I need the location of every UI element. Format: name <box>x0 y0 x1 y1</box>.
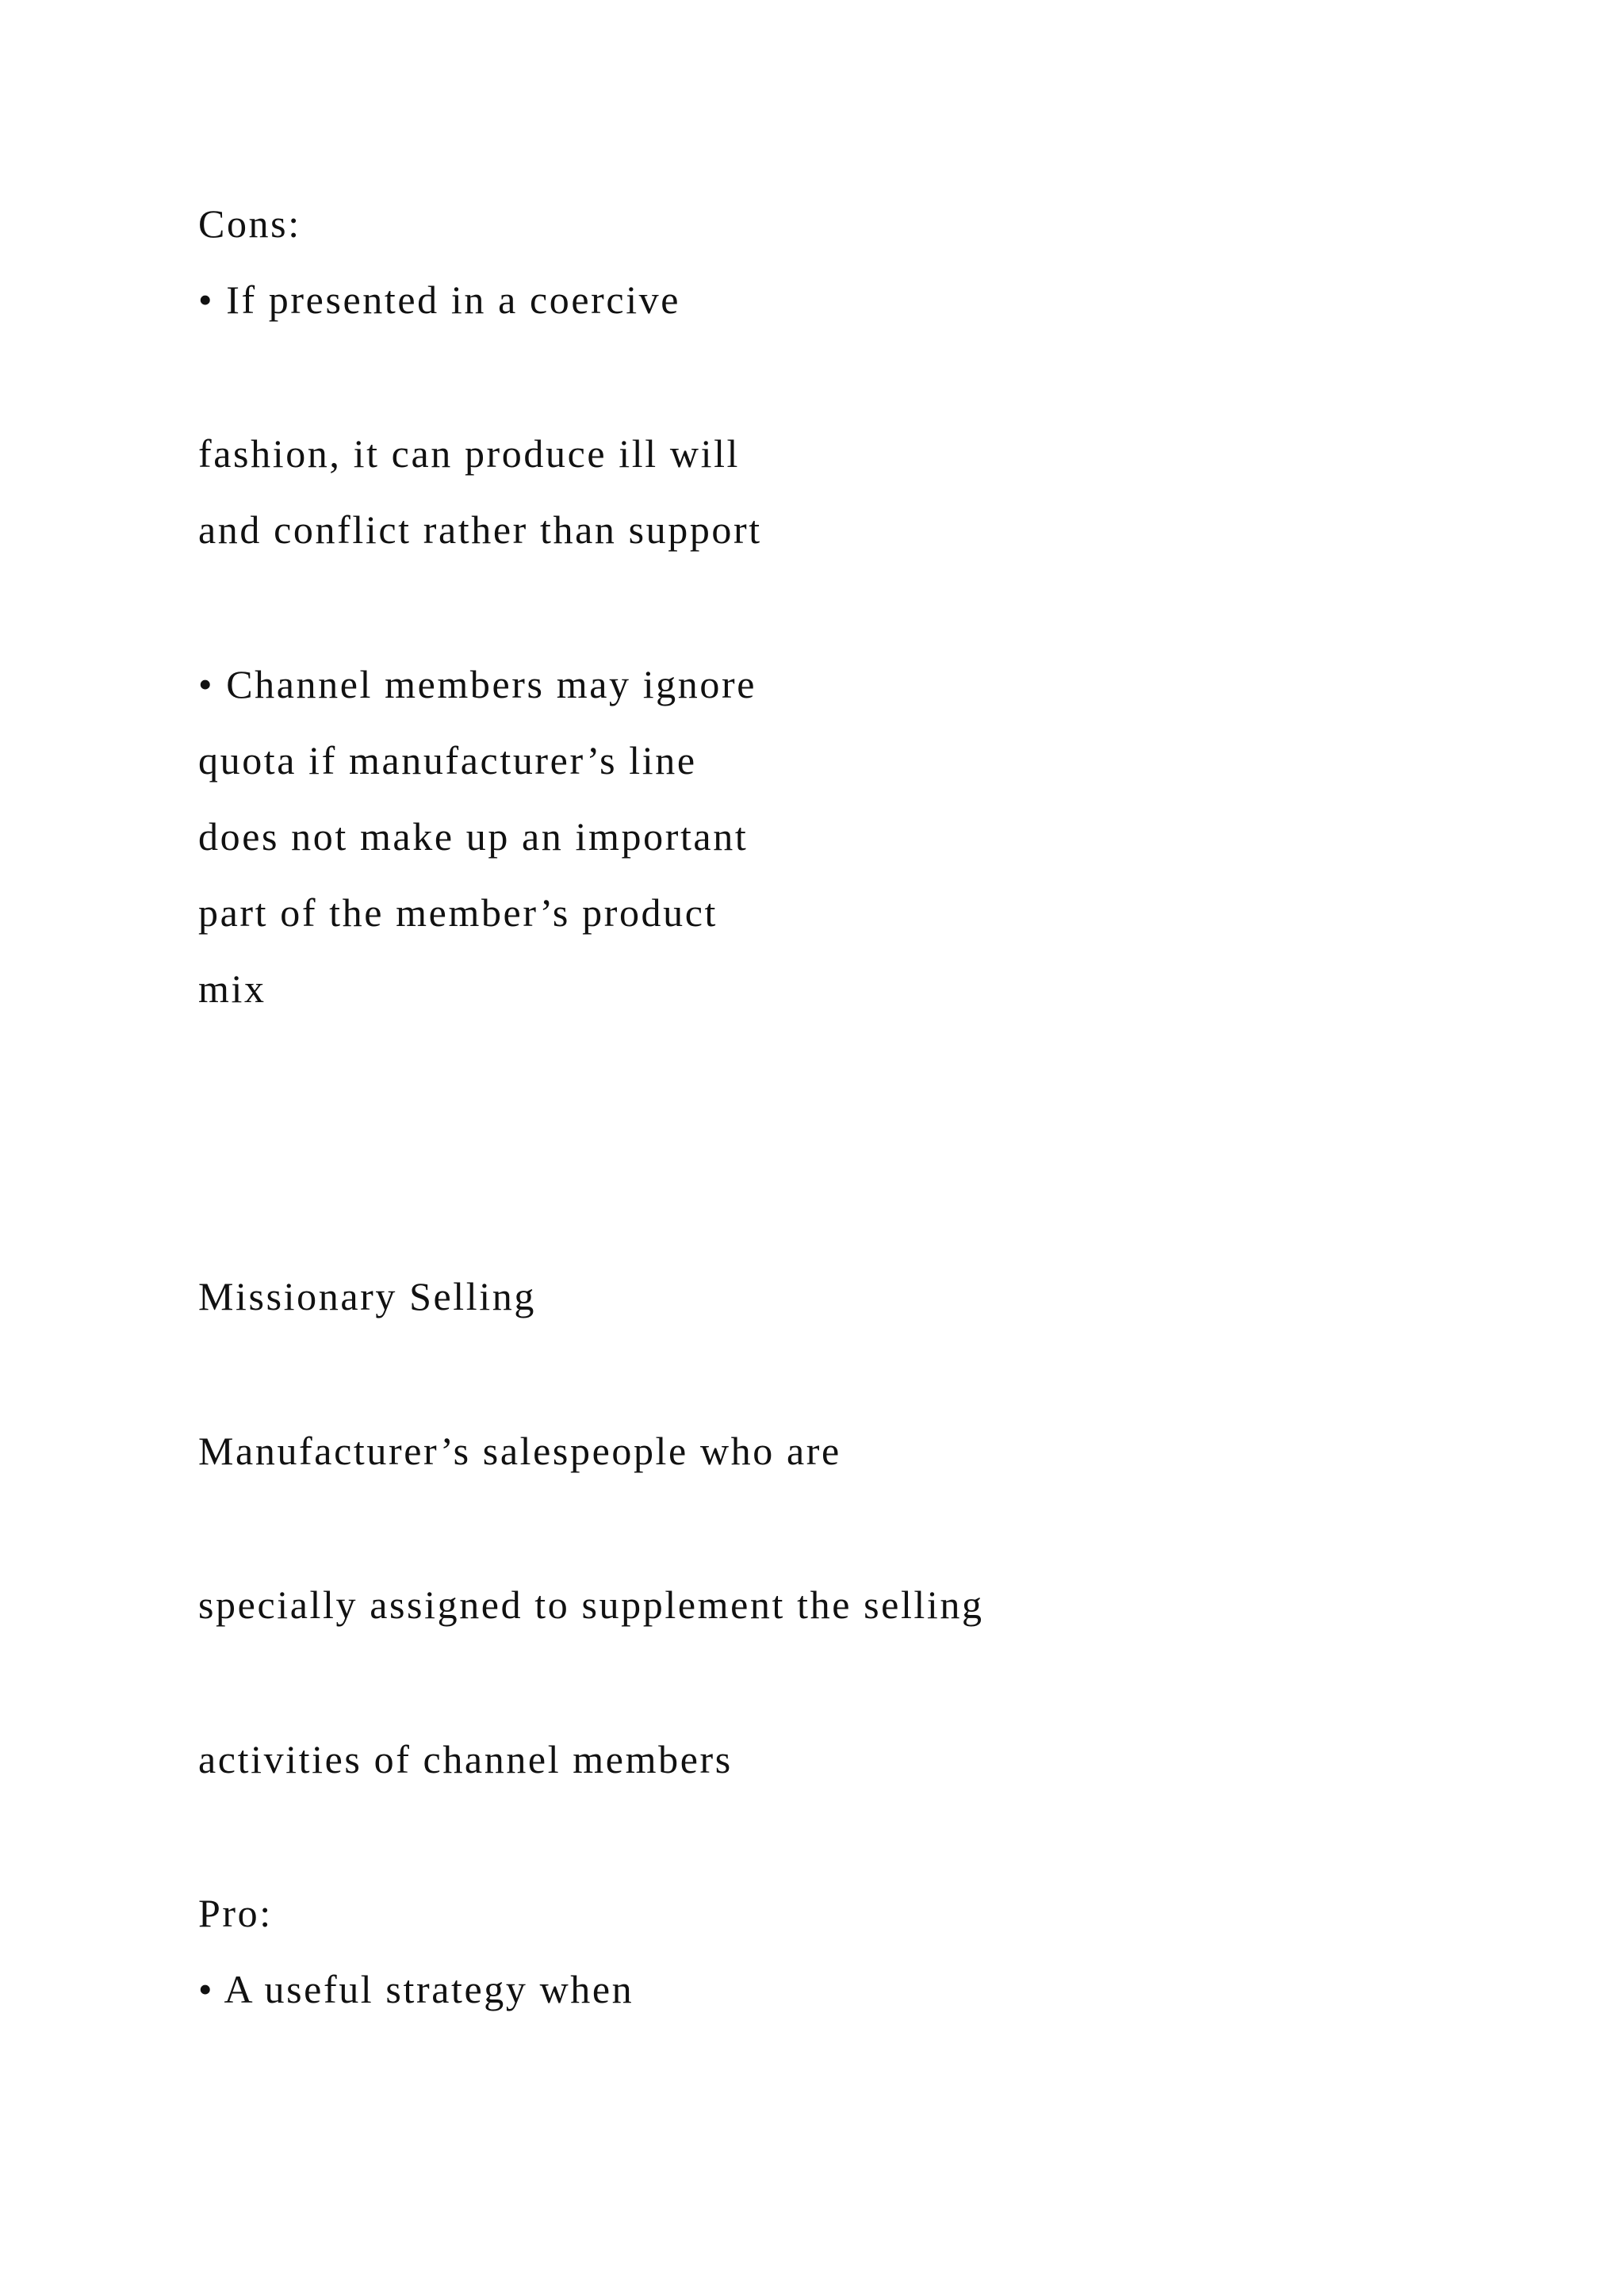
cons-bullet-2-line-4: part of the member’s product <box>198 890 718 935</box>
cons-bullet-1-line-1: • If presented in a coercive <box>198 277 681 322</box>
definition-line-3: activities of channel members <box>198 1737 733 1781</box>
cons-bullet-2-line-3: does not make up an important <box>198 814 749 859</box>
cons-bullet-2-line-1: • Channel members may ignore <box>198 662 757 706</box>
section-title-missionary-selling: Missionary Selling <box>198 1274 536 1318</box>
pro-bullet-1-line-1: • A useful strategy when <box>198 1967 634 2011</box>
pro-heading: Pro: <box>198 1891 273 1935</box>
definition-line-1: Manufacturer’s salespeople who are <box>198 1429 841 1473</box>
cons-bullet-2-line-5: mix <box>198 966 266 1011</box>
definition-line-2: specially assigned to supplement the selling <box>198 1582 984 1627</box>
cons-bullet-1-line-2: fashion, it can produce ill will <box>198 431 741 476</box>
cons-bullet-1-line-3: and conflict rather than support <box>198 507 762 552</box>
cons-bullet-2-line-2: quota if manufacturer’s line <box>198 738 697 783</box>
cons-heading: Cons: <box>198 201 301 246</box>
